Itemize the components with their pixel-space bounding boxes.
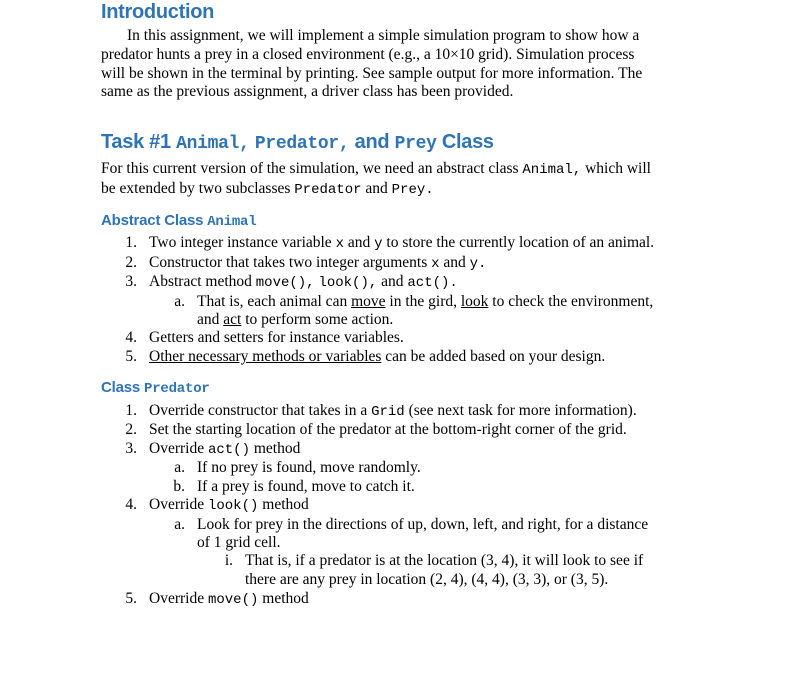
code-act: act(). [407, 275, 458, 291]
intro-line-2: predator hunts a prey in a closed environment (e.g., a 10×10 grid). Simulation process [101, 46, 635, 63]
task1-heading-class: Class [441, 131, 494, 153]
task1-heading-and: and [354, 131, 390, 153]
list-text: Override constructor that takes in a [149, 402, 368, 419]
list-text: Abstract method [149, 273, 252, 290]
list-number: 1. [125, 402, 137, 419]
list-text: Getters and setters for instance variables. [149, 329, 404, 346]
task1-desc-line-2 [101, 179, 434, 200]
list-text: If no prey is found, move randomly. [197, 459, 421, 476]
task1-desc-text: and [365, 180, 388, 197]
list-number: 2. [125, 254, 137, 271]
list-text: in the gird, [389, 293, 457, 310]
code-move: move(), [255, 275, 315, 291]
list-number: 3. [125, 273, 137, 290]
list-letter: b. [173, 478, 185, 495]
list-number: 3. [125, 440, 137, 457]
list-text: and [347, 234, 371, 251]
list-text: and [443, 254, 466, 271]
list-text: (see next task for more information). [408, 402, 637, 419]
task1-desc-text: which will [585, 160, 651, 177]
task1-desc-text: be extended by two subclasses [101, 180, 291, 197]
list-text: Override [149, 440, 205, 457]
list-text: Constructor that takes two integer arguments [149, 254, 428, 271]
list-text: If a prey is found, move to catch it. [197, 478, 415, 495]
code-prey: Prey. [391, 182, 434, 198]
list-letter: a. [174, 516, 185, 533]
intro-line-1: In this assignment, we will implement a simple simulation program to show how a [127, 27, 640, 44]
code-look: look(), [318, 275, 378, 291]
task1-heading-animal: Animal, [176, 134, 250, 154]
list-letter: a. [174, 459, 185, 476]
class-predator-heading-text: Class [101, 379, 141, 396]
class-predator-heading [101, 379, 210, 397]
list-text: Look for prey in the directions of up, down, left, and right, for a distance [197, 516, 649, 533]
list-number: 1. [125, 234, 137, 251]
task1-desc-line-1 [101, 159, 651, 180]
list-text: That is, each animal can [197, 293, 348, 310]
underlined-move: move [351, 293, 386, 310]
list-roman: i. [224, 552, 233, 569]
intro-line-4: same as the previous assignment, a driver class has been provided. [101, 83, 514, 100]
code-animal: Animal, [522, 162, 582, 178]
list-text: to perform some action. [245, 311, 394, 328]
code-y: y [374, 236, 383, 252]
list-text: to check the environment, [492, 293, 654, 310]
abstract-animal-heading-text: Abstract Class [101, 212, 204, 229]
code-act: act() [207, 442, 250, 458]
list-number: 5. [125, 348, 137, 365]
code-look: look() [207, 498, 259, 514]
underlined-other-methods: Other necessary methods or variables [149, 348, 382, 365]
list-text: Two integer instance variable [149, 234, 332, 251]
class-predator-heading-code: Predator [144, 381, 210, 397]
list-number: 4. [125, 329, 137, 346]
list-subitem-continued: of 1 grid cell. [197, 534, 281, 551]
list-subsubitem-continued: there are any prey in location (2, 4), (4, 4), (3, 3), or (3, 5). [245, 571, 609, 588]
list-number: 5. [125, 590, 137, 607]
list-text: method [262, 496, 309, 513]
list-letter: a. [174, 293, 185, 310]
code-x: x [431, 256, 440, 272]
list-text: Set the starting location of the predator at the bottom-right corner of the grid. [149, 421, 627, 438]
underlined-act: act [223, 311, 242, 328]
task1-heading-prefix: Task #1 [101, 131, 171, 153]
task1-desc-text: For this current version of the simulation, we need an abstract class [101, 160, 519, 177]
list-text: method [262, 590, 309, 607]
intro-line-3: will be shown in the terminal by printing. See sample output for more information. The [101, 65, 643, 82]
list-text: and [381, 273, 404, 290]
task1-heading [101, 131, 494, 154]
code-predator: Predator [294, 182, 362, 198]
list-number: 4. [125, 496, 137, 513]
abstract-animal-heading [101, 212, 256, 230]
list-text: to store the currently location of an animal. [386, 234, 655, 251]
code-x: x [335, 236, 344, 252]
abstract-animal-heading-code: Animal [207, 214, 257, 230]
list-text: Override [149, 496, 205, 513]
list-text: method [253, 440, 301, 457]
intro-heading: Introduction [101, 1, 215, 23]
code-grid: Grid [371, 404, 405, 420]
list-text: That is, if a predator is at the location (3, 4), it will look to see if [245, 552, 644, 569]
list-text: and [197, 311, 220, 328]
list-text: Override [149, 590, 205, 607]
list-text: can be added based on your design. [385, 348, 606, 365]
task1-heading-prey: Prey [394, 134, 437, 154]
list-subitem-continued [197, 310, 393, 329]
task1-heading-predator: Predator, [254, 134, 350, 154]
code-move: move() [207, 592, 259, 608]
underlined-look: look [460, 293, 489, 310]
code-y: y. [469, 256, 487, 272]
list-number: 2. [125, 421, 137, 438]
